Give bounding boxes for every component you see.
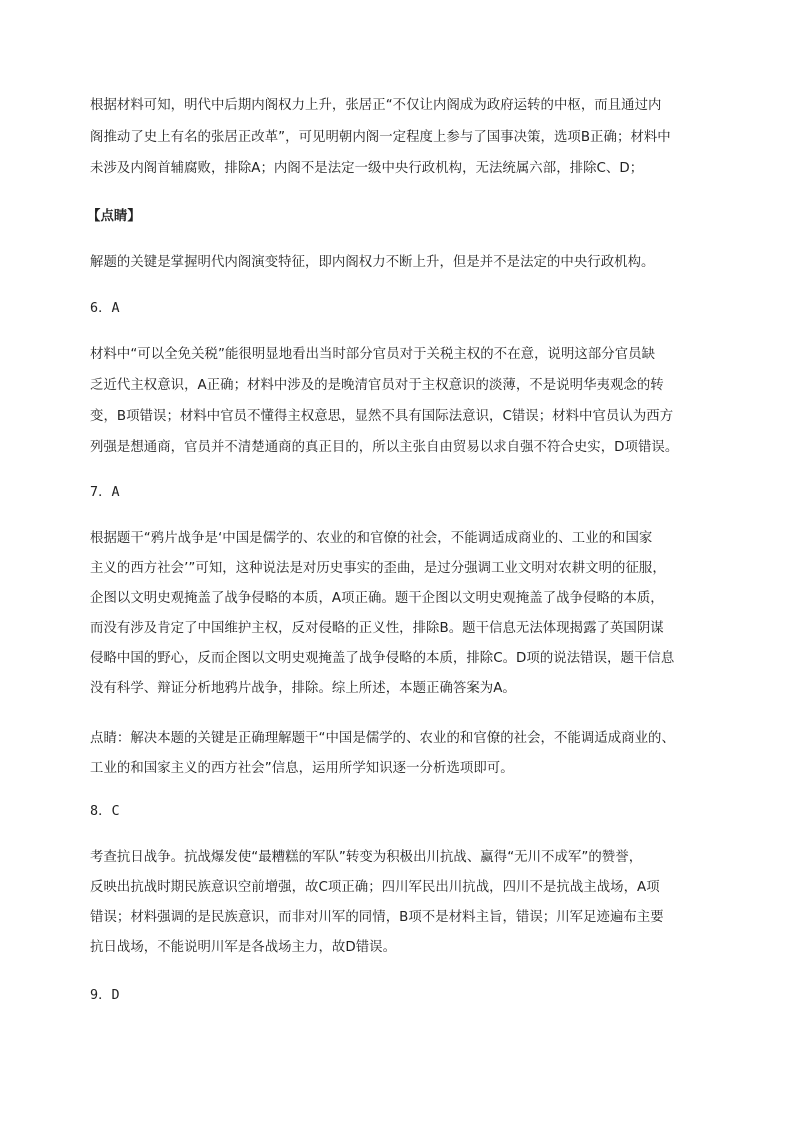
text-line: 根据题干“鸦片战争是‘中国是儒学的、农业的和官僚的社会，不能调适成商业的、工业的和国家: [90, 531, 653, 546]
text-line: 点睛：解决本题的关键是正确理解题干“中国是儒学的、农业的和官僚的社会，不能调适成商业的、: [90, 731, 675, 746]
text-line: 没有科学、辩证分析地鸦片战争，排除。综上所述，本题正确答案为A。: [90, 681, 516, 696]
text-line: 反映出抗战时期民族意识空前增强，故C项正确；四川军民出川抗战，四川不是抗战主战场，A项: [90, 880, 660, 895]
text-line: 材料中“可以全免关税”能很明显地看出当时部分官员对于关税主权的不在意，说明这部分官员缺: [90, 347, 656, 362]
text-line: 错误；材料强调的是民族意识，而非对川军的同情，B项不是材料主旨，错误；川军足迹遍布主要: [90, 910, 664, 925]
text-line: 主义的西方社会’”可知，这种说法是对历史事实的歪曲，是过分强调工业文明对农耕文明的征服，: [90, 561, 666, 576]
text-line: 考查抗日战争。抗战爆发使“最糟糕的军队”转变为积极出川抗战、赢得“无川不成军”的赞誉，: [90, 850, 643, 865]
section-heading: 【点睛】: [87, 209, 141, 224]
text-line: 列强是想通商，官员并不清楚通商的真正目的，所以主张自由贸易以求自强不符合史实，D项错误。: [90, 440, 679, 455]
text-line: 根据材料可知，明代中后期内阁权力上升，张居正“不仅让内阁成为政府运转的中枢，而且通过内: [90, 98, 662, 113]
text-line: 解题的关键是掌握明代内阁演变特征，即内阁权力不断上升，但是并不是法定的中央行政机构。: [90, 255, 655, 270]
text-line: 而没有涉及肯定了中国维护主权，反对侵略的正义性，排除B。题干信息无法体现揭露了英国阴谋: [90, 621, 664, 636]
text-line: 未涉及内阁首辅腐败，排除A；内阁不是法定一级中央行政机构，无法统属六部，排除C、D；: [90, 161, 644, 176]
answer-label: 6．A: [90, 301, 120, 316]
answer-label: 9．D: [90, 988, 120, 1003]
text-line: 乏近代主权意识，A正确；材料中涉及的是晚清官员对于主权意识的淡薄，不是说明华夷观念的转: [90, 378, 664, 393]
text-line: 侵略中国的野心，反而企图以文明史观掩盖了战争侵略的本质，排除C。D项的说法错误，题干信息: [90, 651, 675, 666]
text-line: 抗日战场，不能说明川军是各战场主力，故D错误。: [90, 940, 397, 955]
text-line: 工业的和国家主义的西方社会”信息，运用所学知识逐一分析选项即可。: [90, 761, 514, 776]
text-line: 阁推动了史上有名的张居正改革”，可见明朝内阁一定程度上参与了国事决策，选项B正确；材料中: [90, 130, 671, 145]
answer-label: 7．A: [90, 485, 120, 500]
text-line: 变，B项错误；材料中官员不懂得主权意思，显然不具有国际法意识，C错误；材料中官员认为西方: [90, 409, 674, 424]
answer-label: 8．C: [90, 804, 120, 819]
text-line: 企图以文明史观掩盖了战争侵略的本质，A项正确。题干企图以文明史观掩盖了战争侵略的本质，: [90, 591, 664, 606]
